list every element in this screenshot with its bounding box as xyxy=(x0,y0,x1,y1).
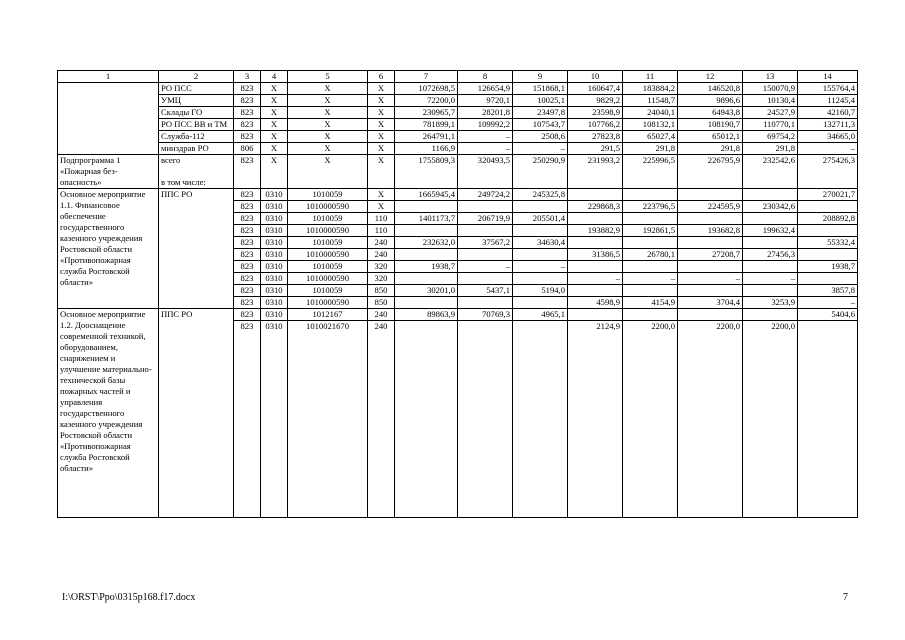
value-cell: 24040,1 xyxy=(623,107,678,119)
value-cell xyxy=(395,201,458,213)
value-cell: X xyxy=(288,143,368,155)
value-cell: 291,8 xyxy=(623,143,678,155)
value-cell: 1010021670 xyxy=(288,321,368,518)
value-cell: 264791,1 xyxy=(395,131,458,143)
value-cell xyxy=(623,213,678,225)
value-cell: – xyxy=(513,261,568,273)
value-cell: 291,8 xyxy=(678,143,743,155)
value-cell: 823 xyxy=(234,201,261,213)
value-cell: X xyxy=(261,131,288,143)
column-header: 14 xyxy=(798,71,858,83)
value-cell: 10025,1 xyxy=(513,95,568,107)
value-cell xyxy=(568,189,623,201)
value-cell xyxy=(623,285,678,297)
value-cell: 823 xyxy=(234,249,261,261)
value-cell: 27823,8 xyxy=(568,131,623,143)
value-cell: 823 xyxy=(234,131,261,143)
value-cell xyxy=(395,249,458,261)
column-header: 2 xyxy=(159,71,234,83)
value-cell xyxy=(568,237,623,249)
value-cell: 230342,6 xyxy=(743,201,798,213)
value-cell xyxy=(568,213,623,225)
value-cell: 31386,5 xyxy=(568,249,623,261)
value-cell: 823 xyxy=(234,261,261,273)
value-cell xyxy=(743,261,798,273)
value-cell: 823 xyxy=(234,321,261,518)
value-cell: 240 xyxy=(368,321,395,518)
value-cell xyxy=(513,225,568,237)
table-row xyxy=(58,143,858,155)
executor-cell: РО ПСС xyxy=(159,83,234,95)
value-cell: X xyxy=(288,155,368,189)
value-cell: 823 xyxy=(234,119,261,131)
value-cell: 0310 xyxy=(261,201,288,213)
value-cell xyxy=(623,261,678,273)
value-cell xyxy=(513,321,568,518)
value-cell xyxy=(743,285,798,297)
value-cell: 108190,7 xyxy=(678,119,743,131)
value-cell: – xyxy=(458,131,513,143)
value-cell: 107766,2 xyxy=(568,119,623,131)
value-cell: 1072698,5 xyxy=(395,83,458,95)
value-cell: 0310 xyxy=(261,321,288,518)
value-cell: – xyxy=(798,143,858,155)
measure-1-2-title: Основное мероприятие 1.2. Дооснащение современной техникой, оборудованием, снаряжением и улучшение материально-технической базы пожарных частей и управления государственного казенного учреждения Ростовской области «Противопожарная служба Ростовской области» xyxy=(58,309,159,518)
value-cell: 42160,7 xyxy=(798,107,858,119)
value-cell: – xyxy=(458,143,513,155)
value-cell xyxy=(395,225,458,237)
value-cell: 823 xyxy=(234,225,261,237)
value-cell: – xyxy=(458,261,513,273)
value-cell xyxy=(568,285,623,297)
value-cell: 110 xyxy=(368,225,395,237)
value-cell: X xyxy=(261,107,288,119)
value-cell: X xyxy=(368,107,395,119)
value-cell xyxy=(678,285,743,297)
value-cell xyxy=(743,189,798,201)
value-cell: 823 xyxy=(234,237,261,249)
column-header: 6 xyxy=(368,71,395,83)
value-cell: 4154,9 xyxy=(623,297,678,309)
value-cell: 0310 xyxy=(261,249,288,261)
value-cell: 89863,9 xyxy=(395,309,458,321)
column-header: 12 xyxy=(678,71,743,83)
value-cell: 109992,2 xyxy=(458,119,513,131)
value-cell: 34665,0 xyxy=(798,131,858,143)
value-cell xyxy=(743,309,798,321)
value-cell xyxy=(513,249,568,261)
value-cell: 199632,4 xyxy=(743,225,798,237)
value-cell xyxy=(678,189,743,201)
value-cell: – xyxy=(798,297,858,309)
executor-cell: ППС РО xyxy=(159,309,234,518)
value-cell: 3857,8 xyxy=(798,285,858,297)
value-cell xyxy=(513,297,568,309)
value-cell xyxy=(623,189,678,201)
value-cell xyxy=(798,225,858,237)
value-cell: – xyxy=(513,143,568,155)
value-cell xyxy=(458,297,513,309)
value-cell: 850 xyxy=(368,297,395,309)
value-cell: X xyxy=(368,155,395,189)
column-header: 11 xyxy=(623,71,678,83)
value-cell: 160647,4 xyxy=(568,83,623,95)
value-cell: X xyxy=(368,83,395,95)
executor-cell: УМЦ xyxy=(159,95,234,107)
value-cell: – xyxy=(568,273,623,285)
empty-cell xyxy=(58,83,159,155)
page-number: 7 xyxy=(843,592,848,603)
value-cell: 1010000590 xyxy=(288,225,368,237)
value-cell: 23598,9 xyxy=(568,107,623,119)
value-cell xyxy=(798,249,858,261)
value-cell: – xyxy=(678,273,743,285)
value-cell: 2200,0 xyxy=(623,321,678,518)
value-cell: 193682,8 xyxy=(678,225,743,237)
value-cell xyxy=(678,237,743,249)
value-cell: X xyxy=(368,143,395,155)
value-cell: 1755809,3 xyxy=(395,155,458,189)
value-cell: 1010059 xyxy=(288,213,368,225)
value-cell: 1010000590 xyxy=(288,297,368,309)
value-cell: 823 xyxy=(234,273,261,285)
value-cell: 193882,9 xyxy=(568,225,623,237)
value-cell xyxy=(458,225,513,237)
value-cell: 249724,2 xyxy=(458,189,513,201)
table-row xyxy=(58,119,858,131)
value-cell: 1938,7 xyxy=(395,261,458,273)
value-cell: 27208,7 xyxy=(678,249,743,261)
value-cell: 9829,2 xyxy=(568,95,623,107)
value-cell xyxy=(568,309,623,321)
value-cell: 4598,9 xyxy=(568,297,623,309)
value-cell: 5437,1 xyxy=(458,285,513,297)
value-cell: 34630,4 xyxy=(513,237,568,249)
value-cell: 2200,0 xyxy=(678,321,743,518)
value-cell: 320 xyxy=(368,261,395,273)
value-cell: 150070,9 xyxy=(743,83,798,95)
value-cell: 240 xyxy=(368,249,395,261)
value-cell: 2124,9 xyxy=(568,321,623,518)
value-cell: 223796,5 xyxy=(623,201,678,213)
subprogram-row xyxy=(58,155,858,189)
value-cell: 245325,8 xyxy=(513,189,568,201)
value-cell: 70769,3 xyxy=(458,309,513,321)
value-cell: X xyxy=(288,83,368,95)
table-row xyxy=(58,189,858,201)
value-cell: 823 xyxy=(234,83,261,95)
value-cell: 10130,4 xyxy=(743,95,798,107)
value-cell xyxy=(743,213,798,225)
value-cell xyxy=(678,309,743,321)
value-cell: 26780,1 xyxy=(623,249,678,261)
executor-cell: РО ПСС ВВ и ТМ xyxy=(159,119,234,131)
value-cell: 155764,4 xyxy=(798,83,858,95)
value-cell: 275426,3 xyxy=(798,155,858,189)
value-cell: 11245,4 xyxy=(798,95,858,107)
value-cell: 55332,4 xyxy=(798,237,858,249)
value-cell: 1401173,7 xyxy=(395,213,458,225)
column-header: 5 xyxy=(288,71,368,83)
value-cell: 225996,5 xyxy=(623,155,678,189)
value-cell: 270021,7 xyxy=(798,189,858,201)
value-cell: 240 xyxy=(368,309,395,321)
value-cell: 240 xyxy=(368,237,395,249)
executor-cell: Склады ГО xyxy=(159,107,234,119)
value-cell: 9720,1 xyxy=(458,95,513,107)
value-cell: 28201,8 xyxy=(458,107,513,119)
value-cell: X xyxy=(368,119,395,131)
value-cell xyxy=(513,201,568,213)
value-cell: 850 xyxy=(368,285,395,297)
value-cell: 823 xyxy=(234,309,261,321)
value-cell: 1012167 xyxy=(288,309,368,321)
value-cell: 208892,8 xyxy=(798,213,858,225)
value-cell: 229868,3 xyxy=(568,201,623,213)
value-cell: X xyxy=(368,189,395,201)
value-cell: 0310 xyxy=(261,285,288,297)
value-cell: 226795,9 xyxy=(678,155,743,189)
value-cell: X xyxy=(368,201,395,213)
value-cell: 0310 xyxy=(261,237,288,249)
value-cell: 291,8 xyxy=(743,143,798,155)
measure-1-1-title: Основное мероприятие 1.1. Финансовое обеспечение государственного казенного учреждения Ростовской области «Противопожарная служба Ростовской области» xyxy=(58,189,159,309)
value-cell: 30201,0 xyxy=(395,285,458,297)
value-cell: 0310 xyxy=(261,213,288,225)
value-cell: 0310 xyxy=(261,189,288,201)
value-cell: X xyxy=(288,119,368,131)
value-cell: 823 xyxy=(234,297,261,309)
column-header: 10 xyxy=(568,71,623,83)
value-cell xyxy=(513,273,568,285)
value-cell: 37567,2 xyxy=(458,237,513,249)
value-cell: 27456,3 xyxy=(743,249,798,261)
value-cell: 69754,2 xyxy=(743,131,798,143)
value-cell: 11548,7 xyxy=(623,95,678,107)
value-cell xyxy=(623,309,678,321)
value-cell: X xyxy=(261,95,288,107)
value-cell xyxy=(798,273,858,285)
value-cell: 4965,1 xyxy=(513,309,568,321)
value-cell: 1010000590 xyxy=(288,201,368,213)
value-cell xyxy=(458,201,513,213)
value-cell: 823 xyxy=(234,213,261,225)
value-cell: 0310 xyxy=(261,309,288,321)
value-cell: X xyxy=(368,95,395,107)
value-cell: 1665945,4 xyxy=(395,189,458,201)
value-cell: 781899,1 xyxy=(395,119,458,131)
value-cell: 232542,6 xyxy=(743,155,798,189)
value-cell: 230965,7 xyxy=(395,107,458,119)
value-cell: 2508,6 xyxy=(513,131,568,143)
executor-cell: минздрав РО xyxy=(159,143,234,155)
value-cell: 232632,0 xyxy=(395,237,458,249)
value-cell: 291,5 xyxy=(568,143,623,155)
value-cell xyxy=(798,321,858,518)
value-cell: 0310 xyxy=(261,273,288,285)
budget-table xyxy=(57,70,858,518)
table-row xyxy=(58,131,858,143)
value-cell: 3253,9 xyxy=(743,297,798,309)
value-cell: 110770,1 xyxy=(743,119,798,131)
column-header: 4 xyxy=(261,71,288,83)
value-cell xyxy=(458,249,513,261)
value-cell: 151868,1 xyxy=(513,83,568,95)
column-header: 3 xyxy=(234,71,261,83)
value-cell: 823 xyxy=(234,155,261,189)
column-header: 13 xyxy=(743,71,798,83)
column-header: 1 xyxy=(58,71,159,83)
value-cell: 1010059 xyxy=(288,285,368,297)
column-header: 9 xyxy=(513,71,568,83)
value-cell xyxy=(395,321,458,518)
value-cell: 72200,0 xyxy=(395,95,458,107)
value-cell: 205501,4 xyxy=(513,213,568,225)
value-cell: 231993,2 xyxy=(568,155,623,189)
value-cell: 1010059 xyxy=(288,261,368,273)
value-cell: – xyxy=(743,273,798,285)
value-cell: X xyxy=(261,155,288,189)
value-cell: 107543,7 xyxy=(513,119,568,131)
column-header: 8 xyxy=(458,71,513,83)
value-cell: 132711,3 xyxy=(798,119,858,131)
value-cell: 1010000590 xyxy=(288,273,368,285)
value-cell: 250290,9 xyxy=(513,155,568,189)
scope-including: в том числе: xyxy=(161,177,206,187)
value-cell: X xyxy=(288,95,368,107)
value-cell: 206719,9 xyxy=(458,213,513,225)
value-cell: X xyxy=(261,143,288,155)
value-cell: 224595,9 xyxy=(678,201,743,213)
value-cell: 3704,4 xyxy=(678,297,743,309)
value-cell: X xyxy=(261,119,288,131)
value-cell: 823 xyxy=(234,95,261,107)
value-cell: – xyxy=(623,273,678,285)
column-header: 7 xyxy=(395,71,458,83)
value-cell: 1010059 xyxy=(288,189,368,201)
value-cell: 65027,4 xyxy=(623,131,678,143)
value-cell: 110 xyxy=(368,213,395,225)
value-cell: 23497,8 xyxy=(513,107,568,119)
value-cell: 192861,5 xyxy=(623,225,678,237)
value-cell xyxy=(743,237,798,249)
value-cell xyxy=(458,321,513,518)
value-cell: 0310 xyxy=(261,261,288,273)
value-cell: 9896,6 xyxy=(678,95,743,107)
value-cell: 24527,9 xyxy=(743,107,798,119)
value-cell: 65012,1 xyxy=(678,131,743,143)
table-row xyxy=(58,83,858,95)
value-cell xyxy=(678,261,743,273)
value-cell: X xyxy=(368,131,395,143)
value-cell xyxy=(458,273,513,285)
value-cell: 108132,1 xyxy=(623,119,678,131)
value-cell: 2200,0 xyxy=(743,321,798,518)
value-cell: 5404,6 xyxy=(798,309,858,321)
value-cell: X xyxy=(288,107,368,119)
value-cell: 1166,9 xyxy=(395,143,458,155)
table-row xyxy=(58,95,858,107)
value-cell: 1010059 xyxy=(288,237,368,249)
value-cell xyxy=(798,201,858,213)
value-cell: 823 xyxy=(234,189,261,201)
header-row xyxy=(58,71,858,83)
value-cell xyxy=(678,213,743,225)
subprogram-title: Подпрограмма 1 «Пожарная без-опасность» xyxy=(58,155,159,189)
executor-cell: ППС РО xyxy=(159,189,234,309)
value-cell: 1938,7 xyxy=(798,261,858,273)
value-cell: 126654,9 xyxy=(458,83,513,95)
value-cell xyxy=(395,297,458,309)
value-cell: 320 xyxy=(368,273,395,285)
executor-cell: Служба-112 xyxy=(159,131,234,143)
value-cell: 0310 xyxy=(261,225,288,237)
value-cell: 183884,2 xyxy=(623,83,678,95)
document-path: I:\ORST\Ppo\0315p168.f17.docx xyxy=(62,592,196,603)
value-cell: X xyxy=(288,131,368,143)
value-cell xyxy=(568,261,623,273)
value-cell: 806 xyxy=(234,143,261,155)
table-row xyxy=(58,309,858,321)
table-row xyxy=(58,107,858,119)
value-cell: 1010000590 xyxy=(288,249,368,261)
value-cell: 823 xyxy=(234,285,261,297)
value-cell: 146520,8 xyxy=(678,83,743,95)
value-cell: 5194,0 xyxy=(513,285,568,297)
subprogram-scope xyxy=(159,155,234,189)
value-cell xyxy=(395,273,458,285)
value-cell: 823 xyxy=(234,107,261,119)
value-cell: 64943,8 xyxy=(678,107,743,119)
value-cell: 0310 xyxy=(261,297,288,309)
value-cell: X xyxy=(261,83,288,95)
value-cell: 320493,5 xyxy=(458,155,513,189)
scope-total: всего xyxy=(161,155,181,165)
value-cell xyxy=(623,237,678,249)
